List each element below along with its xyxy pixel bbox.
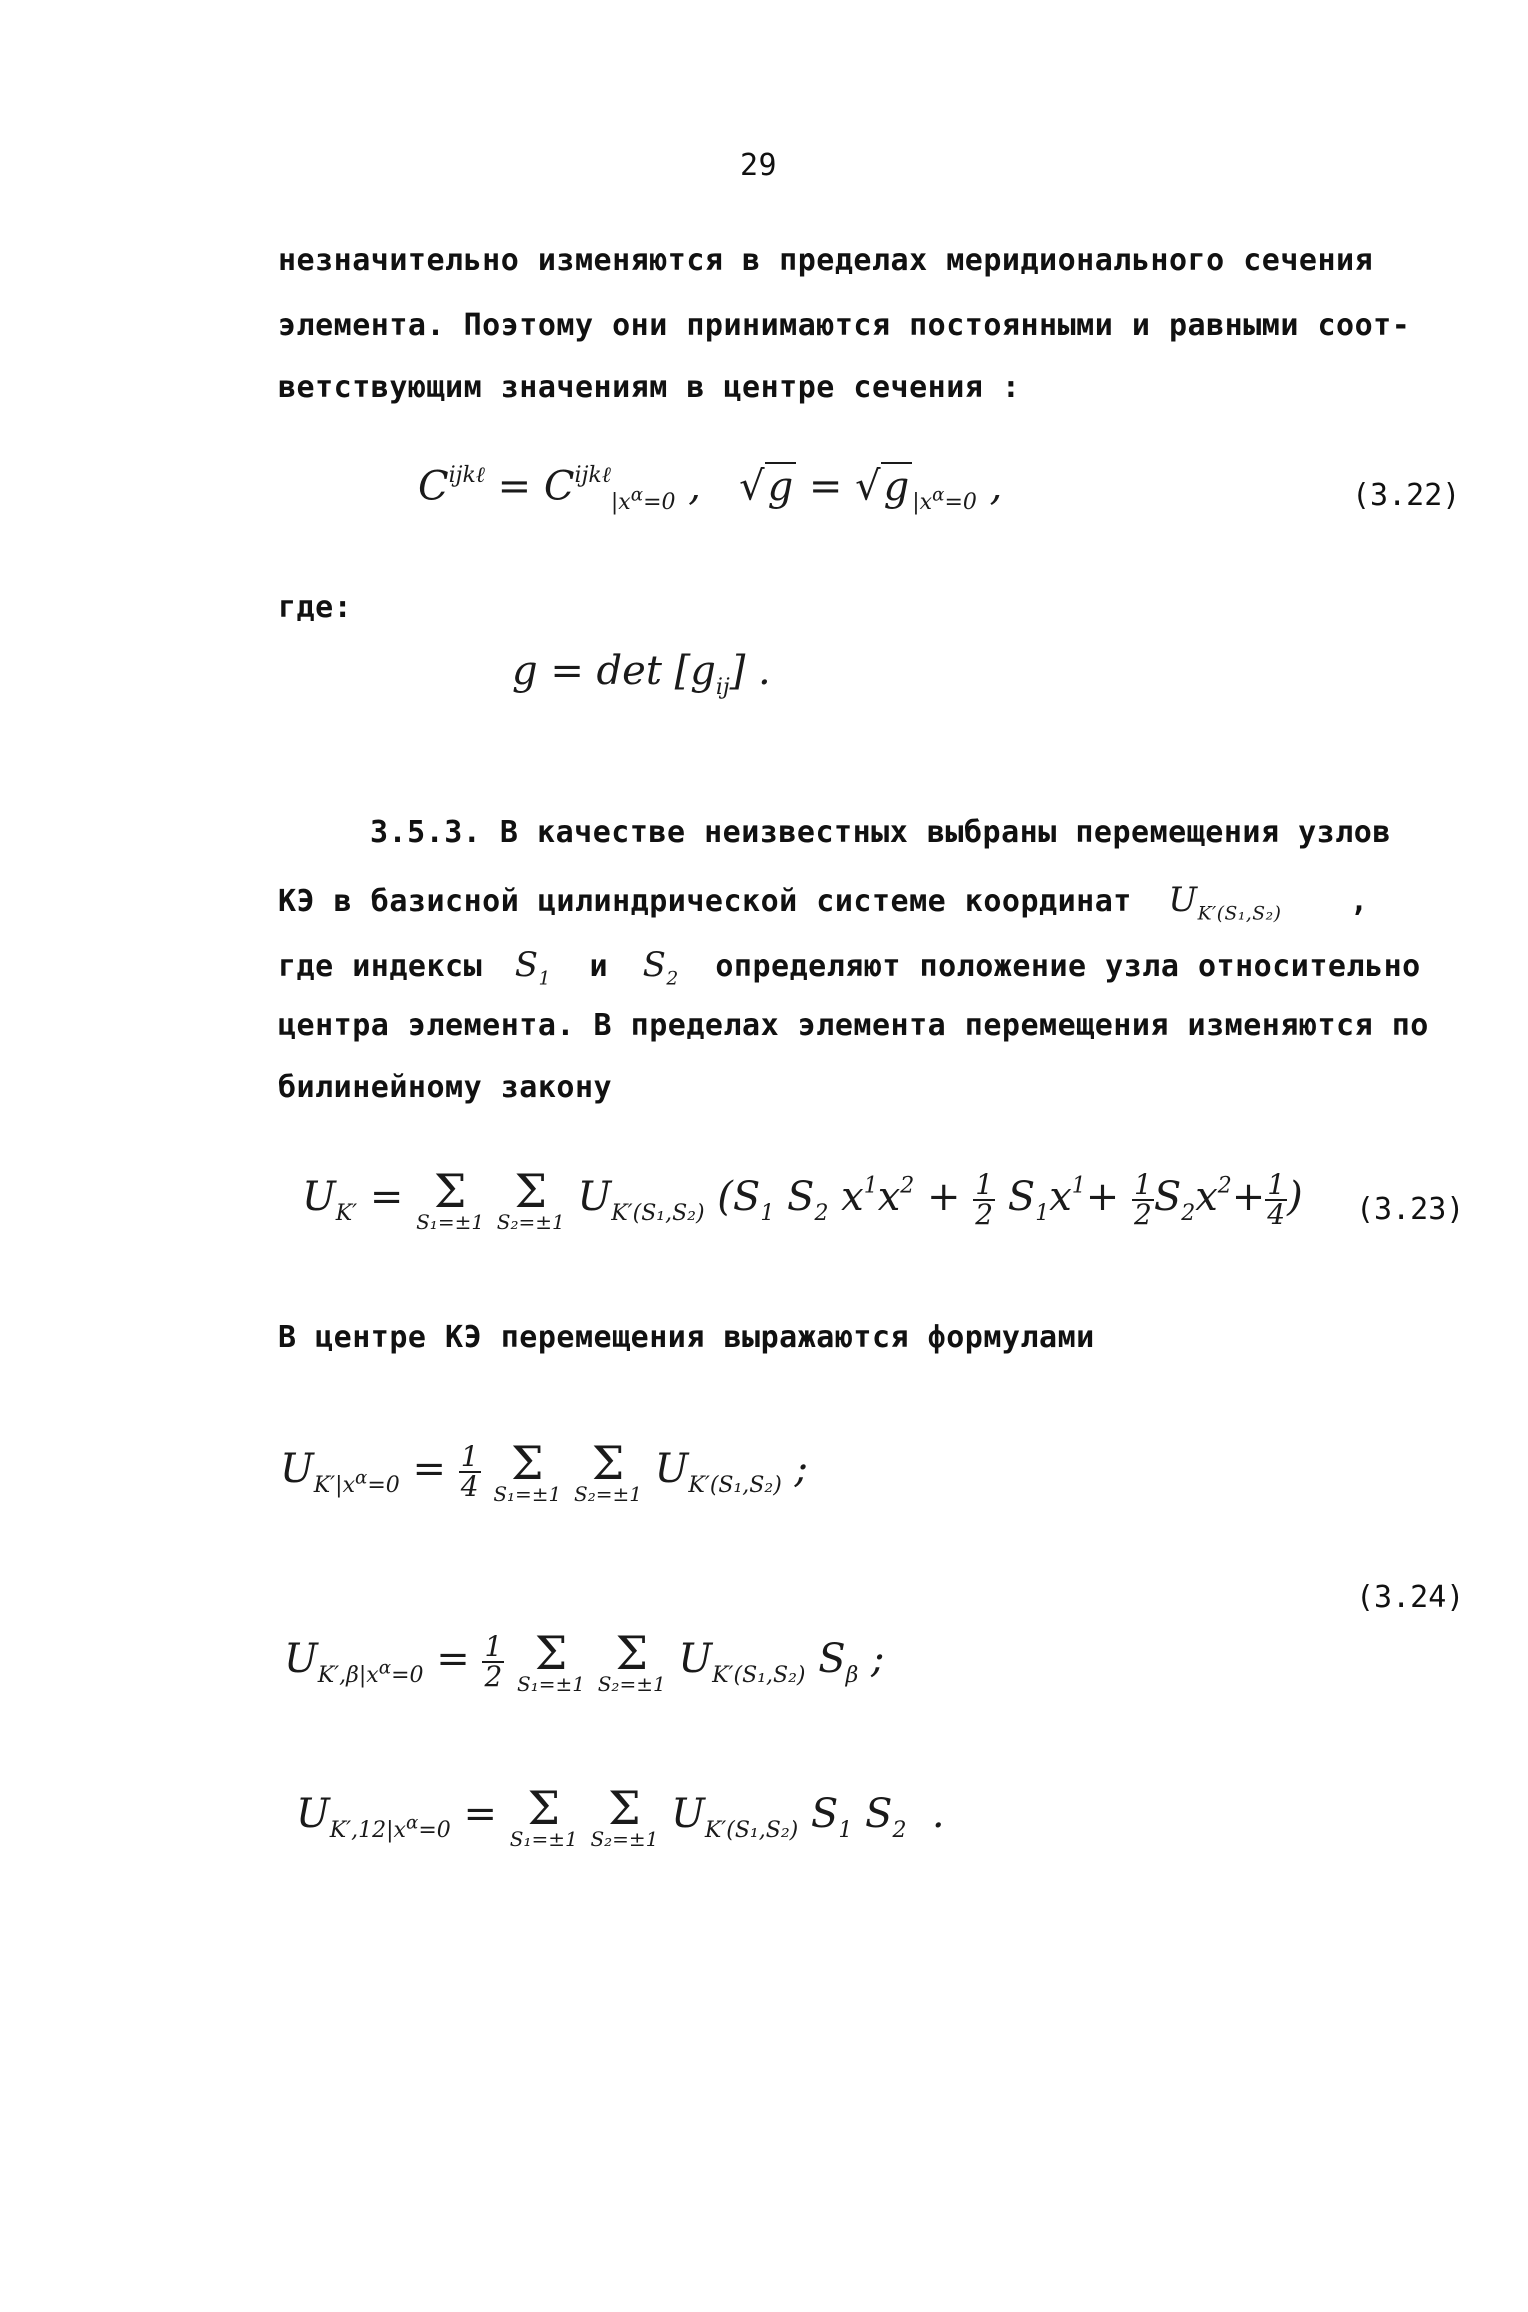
para-353-line-3 bbox=[278, 945, 1421, 989]
formula-u-k-s1-s2: $U_{K'(S_1,S_2)}$ bbox=[1168, 880, 1282, 925]
formula-3-24-b: $U_{K',\beta|x^\alpha=0}$ = $\frac{1}{2}$ Σ S₁=±1 Σ S₂=±1 $U_{K'(S_1,S_2)}$ $S_\beta$ ; bbox=[284, 1626, 885, 1696]
equation-number-3-23: (3.23) bbox=[1356, 1192, 1465, 1227]
formula-3-24-c: $U_{K',12|x^\alpha=0}$ = Σ S₁=±1 Σ S₂=±1 $U_{K'(S_1,S_2)}$ $S_1$ $S_2$ . bbox=[296, 1781, 945, 1851]
para-353-line-2-text: КЭ в базисной цилиндрической системе координат bbox=[278, 884, 1132, 919]
intro-line-1: незначительно изменяются в пределах меридионального сечения bbox=[278, 243, 1374, 278]
formula-g-det: $g = \det [g_{ij}]$ . bbox=[512, 648, 771, 700]
para-353-line-3-text-c: определяют положение узла относительно bbox=[715, 949, 1421, 984]
page-number: 29 bbox=[740, 148, 778, 183]
para-353-line-2-comma: , bbox=[1349, 884, 1369, 919]
equation-number-3-22: (3.22) bbox=[1352, 478, 1461, 513]
where-label: где: bbox=[278, 590, 353, 625]
intro-line-3: ветствующим значениям в центре сечения : bbox=[278, 370, 1021, 405]
formula-3-22: $C^{ijk\ell} = C^{ijk\ell}_{|x^\alpha=0}$ , √g = √g $_{|x^\alpha=0}$ , bbox=[418, 463, 1003, 516]
para-353-line-3-text-a: где индексы bbox=[278, 949, 483, 984]
formula-3-23: $U_{K'}$ = Σ S₁=±1 Σ S₂=±1 $U_{K'(S_1,S_2)}$ ($S_1$ $S_2$ $x^1x^2$ + $\frac{1}{2}$ $S_1x^1+$ $\frac{1}{2}$ $S_2x^2+$ $\frac{1}{4}$ ) bbox=[302, 1164, 1303, 1234]
para-353-line-2 bbox=[278, 880, 1369, 924]
intro-line-2: элемента. Поэтому они принимаются постоянными и равными соот- bbox=[278, 308, 1411, 343]
center-text: В центре КЭ перемещения выражаются формулами bbox=[278, 1320, 1095, 1355]
para-353-line-1: 3.5.3. В качестве неизвестных выбраны перемещения узлов bbox=[370, 815, 1391, 850]
formula-3-24-a: $U_{K'|x^\alpha=0}$ = $\frac{1}{4}$ Σ S₁=±1 Σ S₂=±1 $U_{K'(S_1,S_2)}$ ; bbox=[280, 1436, 808, 1506]
para-353-line-4: центра элемента. В пределах элемента перемещения изменяются по bbox=[278, 1008, 1429, 1043]
symbol-s2: $S_2$ bbox=[642, 945, 679, 990]
equation-number-3-24: (3.24) bbox=[1356, 1580, 1465, 1615]
symbol-s1: $S_1$ bbox=[514, 945, 551, 990]
para-353-line-5: билинейному закону bbox=[278, 1070, 613, 1105]
para-353-line-3-text-b: и bbox=[589, 949, 609, 984]
